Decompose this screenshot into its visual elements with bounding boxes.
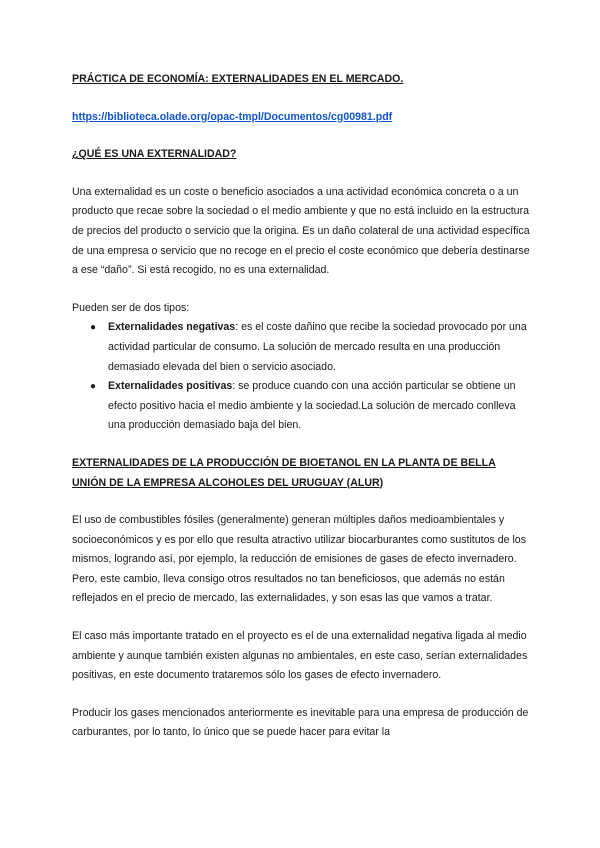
paragraph-producing-gases: Producir los gases mencionados anteriormente es inevitable para una empresa de producción de carburantes, por lo tanto, lo único que se puede hacer para evitar la (72, 706, 529, 739)
types-list (72, 318, 532, 436)
bullet-icon: ● (90, 322, 97, 334)
paragraph-main-case: El caso más importante tratado en el proyecto es el de una externalidad negativa ligada al medio ambiente y aunque también existen algunas no ambientales, en este caso, serían externalidades positivas, en este documento trataremos sólo los gases de efecto invernadero. (72, 630, 528, 682)
paragraph-fossil-fuels: El uso de combustibles fósiles (generalmente) generan múltiples daños medioambientales y socioeconómicos y es por ello que resulta atractivo utilizar biocarburantes como sustitutos de los mismos, logrando así, por ejemplo, la reducción de emisiones de gases de efecto invernadero. Pero, este cambio, lleva consigo otros resultados no tan beneficiosos, que además no están reflejados en el precio de mercado, las externalidades, y son esas las que vamos a tratar. (72, 514, 526, 605)
document-title: PRÁCTICA DE ECONOMÍA: EXTERNALIDADES EN EL MERCADO. (72, 73, 404, 85)
list-item (90, 318, 532, 377)
list-item (90, 377, 532, 436)
definition-paragraph: Una externalidad es un coste o beneficio asociados a una actividad económica concreta o a un producto que recae sobre la sociedad o el medio ambiente y que no está incluido en la estructura de precios del producto o servicio que la origina. Es un daño colateral de una actividad específica de una empresa o servicio que no recoge en el precio el coste económico que debería destinarse a ese “daño”. Si está recogido, no es una externalidad. (72, 185, 530, 277)
source-link[interactable]: https://biblioteca.olade.org/opac-tmpl/Documentos/cg00981.pdf (72, 110, 393, 123)
bullet-icon: ● (90, 381, 97, 393)
document-page (72, 70, 532, 743)
section-heading-bioethanol: EXTERNALIDADES DE LA PRODUCCIÓN DE BIOETANOL EN LA PLANTA DE BELLA UNIÓN DE LA EMPRESA ALCOHOLES DEL URUGUAY (ALUR) (72, 456, 496, 489)
term-positive-description: : se produce cuando con una acción particular se obtiene un efecto positivo hacia el medio ambiente y la sociedad.La solución de mercado conlleva una producción demasiado baja del bien. (108, 380, 516, 432)
types-intro: Pueden ser de dos tipos: (72, 301, 190, 314)
section-heading-what-is: ¿QUÉ ES UNA EXTERNALIDAD? (72, 148, 237, 161)
term-negative-description: : es el coste dañino que recibe la sociedad provocado por una actividad particular de consumo. La solución de mercado resulta en una producción demasiado elevada del bien o servicio asociado. (108, 321, 527, 373)
term-negative: Externalidades negativas (108, 321, 236, 334)
term-positive: Externalidades positivas (108, 380, 233, 393)
